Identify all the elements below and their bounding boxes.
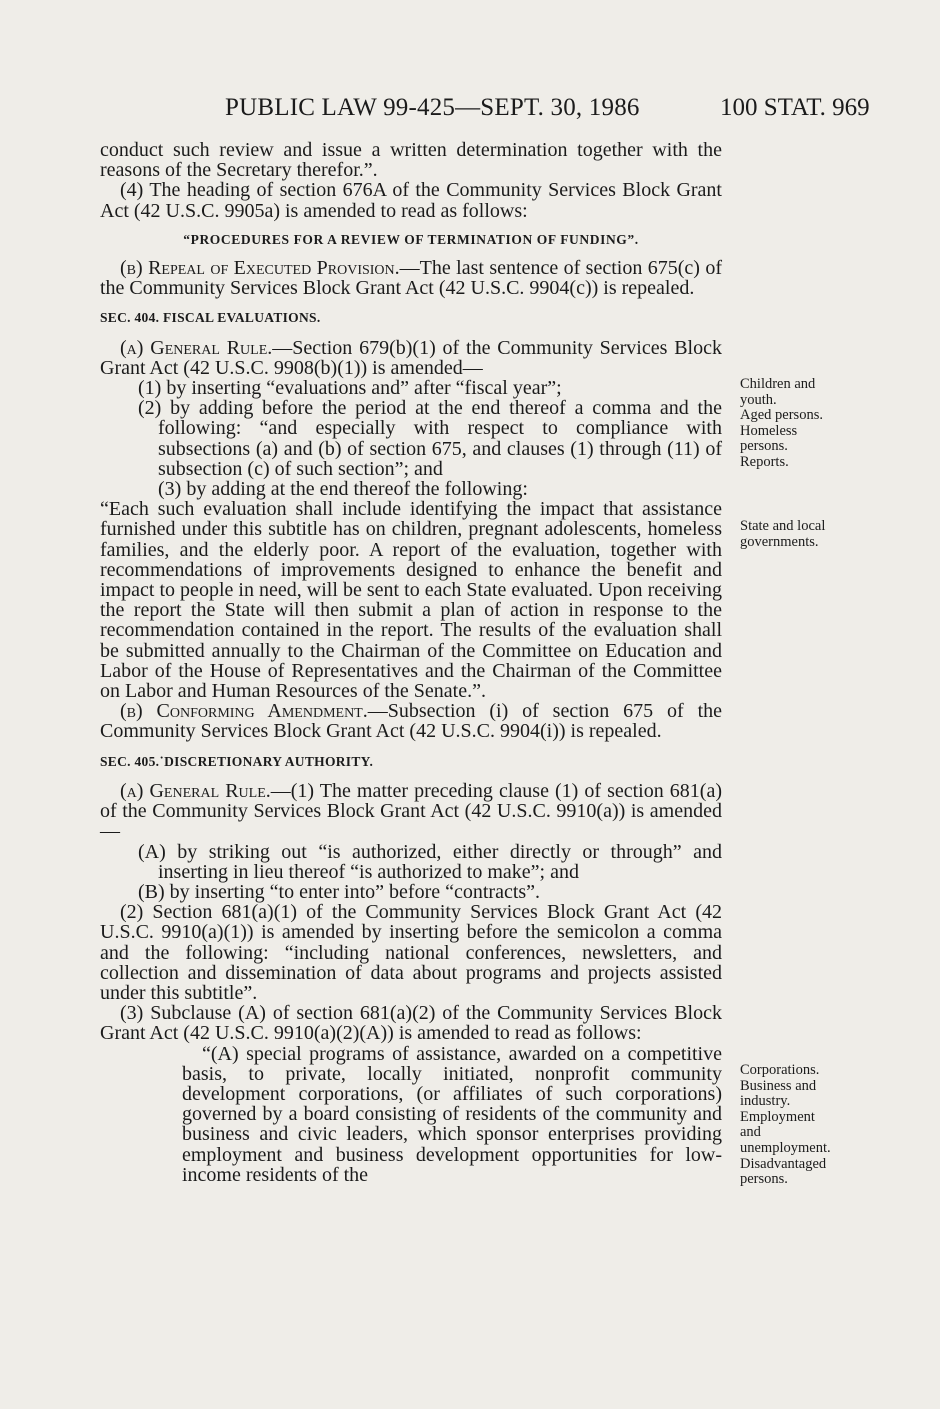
paragraph: (1) by inserting “evaluations and” after “fiscal year”; (138, 377, 562, 400)
paragraph: conduct such review and issue a written determination together with the reasons of the Secretary therefor.”. (100, 139, 722, 182)
margin-note-governments (740, 519, 870, 550)
section-heading: SEC. 404. FISCAL EVALUATIONS. (100, 310, 321, 326)
margin-note-line: State and local (740, 518, 826, 534)
paragraph: (4) The heading of section 676A of the Community Services Block Grant Act (42 U.S.C. 9905a) is amended to read as follows: (100, 179, 722, 222)
margin-note-line: persons. (740, 1171, 788, 1188)
paragraph: (3) by adding at the end thereof the following: (158, 478, 528, 501)
margin-note-line: youth. (740, 391, 777, 408)
paragraph (100, 338, 722, 378)
subsection-text: —Section 679(b)(1) of the Community Services Block Grant Act (42 U.S.C. 9908(b)(1)) is amended— (100, 336, 722, 379)
margin-note-line: persons. (740, 438, 788, 455)
subsection-label: (a) General Rule. (120, 779, 271, 802)
paragraph: (3) Subclause (A) of section 681(a)(2) of the Community Services Block Grant Act (42 U.S.C. 9910(a)(2)(A)) is amended to read as follows: (100, 1002, 722, 1045)
paragraph: (2) by adding before the period at the end thereof a comma and the following: “and especially with respect to compliance with subsections (a) and (b) of section 675, and clauses (1) through (11) of subsection (c) of such section”; and (138, 397, 722, 480)
margin-note-corporations (740, 1063, 870, 1188)
margin-note-line: governments. (740, 533, 819, 550)
subsection-label: (b) Repeal of Executed Provision. (120, 257, 400, 280)
margin-note-line: Aged persons. (740, 407, 823, 424)
paragraph (100, 701, 722, 741)
margin-note-line: and (740, 1124, 761, 1141)
margin-note-line: Corporations. (740, 1062, 820, 1078)
paragraph: (A) by striking out “is authorized, either directly or through” and inserting in lieu thereof “is authorized to make”; and (138, 840, 722, 883)
quoted-heading: “PROCEDURES FOR A REVIEW OF TERMINATION OF FUNDING”. (183, 231, 639, 247)
subsection-text: —The last sentence of section 675(c) of the Community Services Block Grant Act (42 U.S.C. 9904(c)) is repealed. (100, 257, 723, 300)
running-header-title: PUBLIC LAW 99-425—SEPT. 30, 1986 (225, 94, 640, 121)
margin-note-line: Business and (740, 1077, 817, 1094)
margin-note-line: industry. (740, 1093, 791, 1110)
paragraph: “Each such evaluation shall include identifying the impact that assistance furnished under this subtitle has on children, pregnant adolescents, homeless families, and the elderly poor. A report of the evaluation, together with recommendations of improvements designed to enhance the benefit and impact to people in need, will be sent to each State evaluated. Upon receiving the report the State will then submit a plan of action in response to the recommendation contained in the report. The results of the evaluation shall be submitted annually to the Chairman of the Committee on Education and Labor of the House of Representatives and the Chairman of the Committee on Labor and Human Resources of the Senate.”. (100, 498, 722, 703)
paragraph: (B) by inserting “to enter into” before “contracts”. (138, 880, 541, 903)
margin-note-line: Disadvantaged (740, 1155, 827, 1172)
subsection-text: —(1) The matter preceding clause (1) of section 681(a) of the Community Services Block Grant Act (42 U.S.C. 9910(a)) is amended— (100, 779, 722, 843)
paragraph (100, 781, 722, 842)
paragraph (100, 258, 722, 298)
margin-note-line: Homeless (740, 422, 798, 439)
body-text (100, 140, 722, 1185)
quoted-paragraph: “(A) special programs of assistance, awarded on a competitive basis, to private, locally initiated, nonprofit community development corporations, (or affiliates of such corporations) governed by a board consisting of residents of the community and business and civic leaders, which sponsor enterprises providing employment and business development opportunities for low-income residents of the (182, 1042, 722, 1186)
margin-note-children (740, 377, 870, 471)
subsection-label: (b) Conforming Amendment. (120, 700, 368, 723)
paragraph: (2) Section 681(a)(1) of the Community Services Block Grant Act (42 U.S.C. 9910(a)(1)) is amended by inserting before the semicolon a comma and the following: “including national conferences, newsletters, and collection and dissemination of data about programs and projects assisted under this subtitle”. (100, 901, 722, 1004)
subsection-label: (a) General Rule. (120, 336, 273, 359)
margin-note-line: Reports. (740, 453, 789, 470)
statute-page-number: 100 STAT. 969 (720, 94, 870, 121)
margin-note-line: unemployment. (740, 1139, 831, 1156)
subsection-text: —Subsection (i) of section 675 of the Community Services Block Grant Act (42 U.S.C. 9904(i)) is repealed. (100, 700, 722, 743)
margin-note-line: Employment (740, 1108, 815, 1125)
margin-note-line: Children and (740, 376, 816, 392)
section-heading: SEC. 405.˙DISCRETIONARY AUTHORITY. (100, 753, 374, 769)
